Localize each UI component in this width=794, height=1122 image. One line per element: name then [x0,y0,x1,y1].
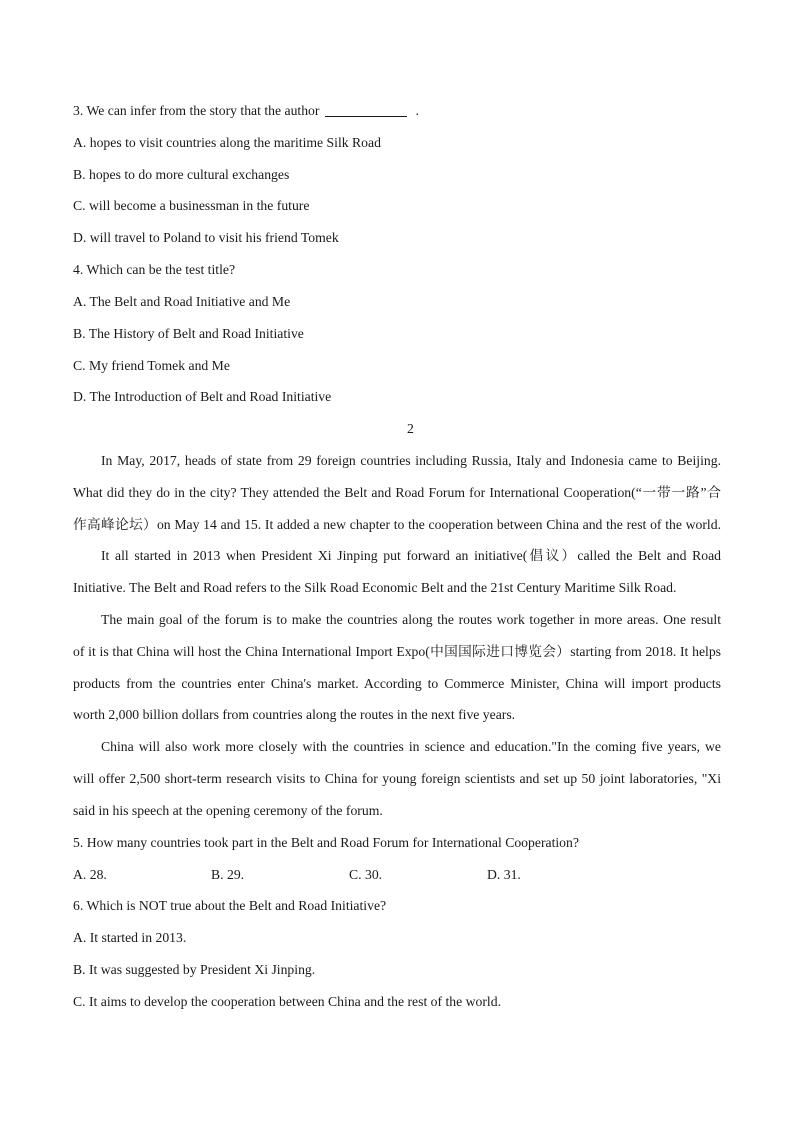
question-4-option-b: B. The History of Belt and Road Initiative [73,325,304,341]
question-4-option-a: A. The Belt and Road Initiative and Me [73,293,291,309]
question-6-option-b: B. It was suggested by President Xi Jinping. [73,961,316,977]
question-5-option-c: C. 30. [349,866,383,882]
passage-number: 2 [407,421,414,437]
passage-p3-line-2: of it is that China will host the China International Import Expo(中国国际进口博览会）starting from 2018. It helps [73,643,721,659]
question-3-text: 3. We can infer from the story that the author [73,103,320,118]
question-6-stem: 6. Which is NOT true about the Belt and Road Initiative? [73,898,387,914]
passage-p4-line-1: China will also work more closely with the countries in science and education."In the coming five years, we [101,739,721,755]
question-5-options [73,859,721,891]
question-4-option-c: C. My friend Tomek and Me [73,357,230,373]
passage-p1-line-2: What did they do in the city? They attended the Belt and Road Forum for International Cooperation(“一带一路”合 [73,484,721,500]
question-5-stem: 5. How many countries took part in the Belt and Road Forum for International Cooperation? [73,834,579,850]
question-3-option-b: B. hopes to do more cultural exchanges [73,166,290,182]
question-3-end: . [415,103,419,118]
question-4-stem: 4. Which can be the test title? [73,262,236,278]
passage-p2-line-1: It all started in 2013 when President Xi Jinping put forward an initiative(倡议）called the Belt and Road [101,548,721,564]
page-content [73,95,721,1018]
question-4-option-d: D. The Introduction of Belt and Road Initiative [73,389,332,405]
question-3-option-a: A. hopes to visit countries along the maritime Silk Road [73,134,381,150]
question-6-option-a: A. It started in 2013. [73,930,187,946]
question-5-option-a: A. 28. [73,866,107,882]
passage-p3-line-4: worth 2,000 billion dollars from countries along the routes in the next five years. [73,707,516,723]
passage-p1-line-1: In May, 2017, heads of state from 29 foreign countries including Russia, Italy and Indonesia came to Beijing. [101,452,721,468]
question-3-option-d: D. will travel to Poland to visit his friend Tomek [73,230,339,246]
passage-p4-line-3: said in his speech at the opening ceremony of the forum. [73,802,383,818]
question-3-stem [73,95,721,127]
passage-p4-line-2: will offer 2,500 short-term research visits to China for young foreign scientists and set up 50 joint laboratories, "Xi [73,771,721,787]
passage-p3-line-3: products from the countries enter China's market. According to Commerce Minister, China will import products [73,675,721,691]
question-5-option-d: D. 31. [487,866,521,882]
question-5-option-b: B. 29. [211,866,245,882]
passage-p1-line-3: 作高峰论坛）on May 14 and 15. It added a new chapter to the cooperation between China and the rest of the world. [73,516,721,532]
question-6-option-c: C. It aims to develop the cooperation between China and the rest of the world. [73,993,501,1009]
question-3-option-c: C. will become a businessman in the future [73,198,310,214]
passage-p3-line-1: The main goal of the forum is to make the countries along the routes work together in more areas. One result [101,612,721,627]
answer-blank [325,115,407,117]
passage-p2-line-2: Initiative. The Belt and Road refers to the Silk Road Economic Belt and the 21st Century Maritime Silk Road. [73,580,677,596]
